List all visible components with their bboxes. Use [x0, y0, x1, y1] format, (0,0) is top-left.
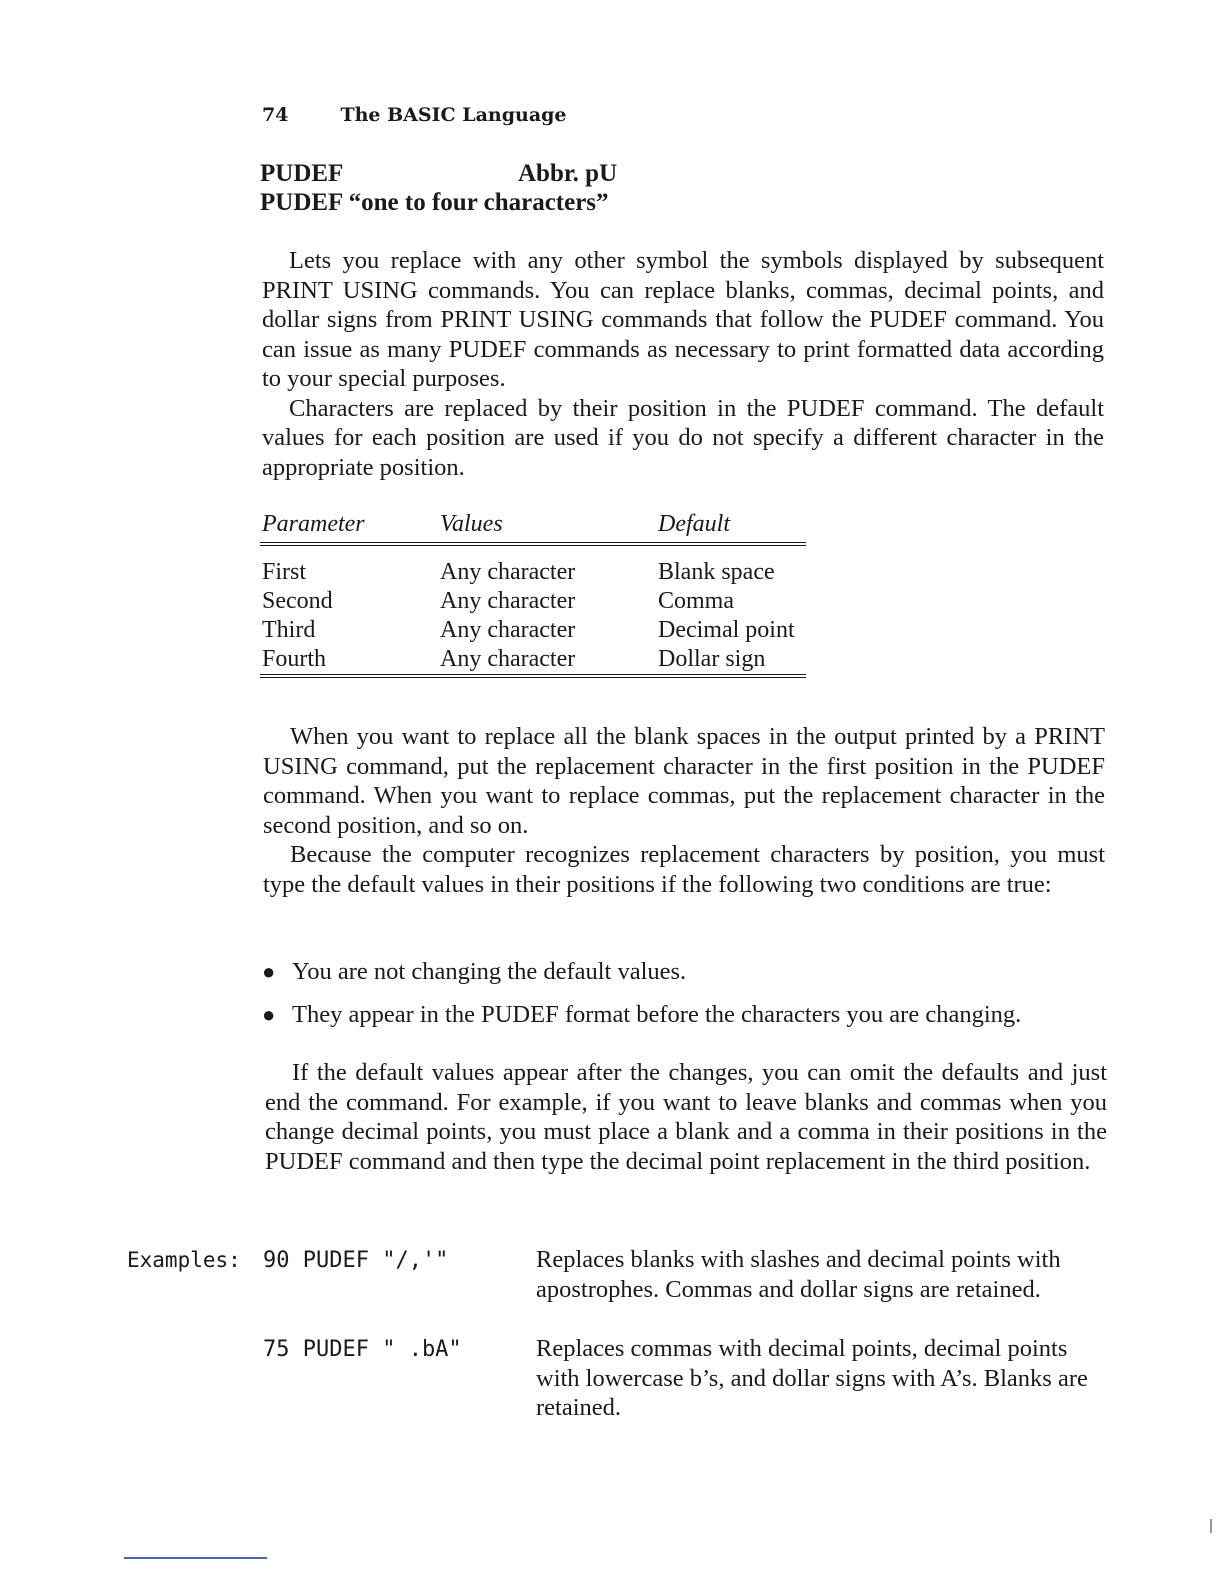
- table-cell: Blank space: [658, 559, 775, 585]
- table-cell: Any character: [440, 559, 576, 585]
- table-row: [260, 645, 806, 676]
- page-number: 74: [262, 104, 289, 126]
- intro-paragraph: Lets you replace with any other symbol the symbols displayed by subsequent PRINT USING commands. You can replace blanks, commas, decimal points, and dollar signs from PRINT USING commands that follow the PUDEF command. You can issue as many PUDEF commands as necessary to print formatted data according to your special purposes.: [262, 247, 1104, 392]
- table-cell: Third: [262, 617, 316, 643]
- column-header: Values: [438, 510, 656, 544]
- intro-paragraph: Characters are replaced by their position in the PUDEF command. The default values for each position are used if you do not specify a different character in the appropriate position.: [262, 394, 1104, 481]
- list-item: [262, 957, 1122, 986]
- page-header: [262, 104, 567, 126]
- example-code: 90 PUDEF "/,'": [263, 1248, 449, 1273]
- table-cell: Decimal point: [658, 617, 795, 643]
- scan-edge-line: [124, 1557, 267, 1559]
- example-description: Replaces commas with decimal points, decimal points with lowercase b’s, and dollar signs with A’s. Blanks are retained.: [536, 1335, 1088, 1421]
- column-header: Parameter: [260, 510, 438, 544]
- body-paragraph: Because the computer recognizes replacement characters by position, you must type the default values in their positions if the following two conditions are true:: [263, 841, 1105, 898]
- example-code: 75 PUDEF " .bA": [263, 1337, 462, 1362]
- parameter-table: [260, 510, 806, 678]
- list-item-text: They appear in the PUDEF format before the characters you are changing.: [292, 1001, 1022, 1028]
- table-cell: Fourth: [260, 645, 438, 676]
- table-row: [260, 587, 806, 616]
- table-cell: Any character: [438, 645, 656, 676]
- scan-edge-mark: [1210, 1519, 1212, 1533]
- body-text: [263, 722, 1105, 899]
- table-cell: Second: [262, 588, 333, 614]
- table-cell: First: [262, 559, 307, 585]
- table-cell: Any character: [440, 588, 576, 614]
- intro-text: [262, 246, 1104, 482]
- table-cell: Dollar sign: [656, 645, 806, 676]
- list-item: [262, 1000, 1122, 1029]
- closing-text: [265, 1058, 1107, 1176]
- table-cell: Comma: [658, 588, 734, 614]
- table-row: [260, 544, 806, 587]
- table-row: [260, 616, 806, 645]
- condition-list: [262, 957, 1122, 1043]
- table-header-row: [260, 510, 806, 544]
- command-name: PUDEF: [260, 160, 344, 187]
- examples-label: Examples:: [127, 1248, 241, 1272]
- body-paragraph: When you want to replace all the blank spaces in the output printed by a PRINT USING command, put the replacement character in the first position in the PUDEF command. When you want to replace commas, put the replacement character in the second position, and so on.: [263, 723, 1105, 839]
- table-cell: Any character: [440, 617, 576, 643]
- bullet-icon: ●: [262, 1002, 276, 1027]
- bullet-icon: ●: [262, 959, 276, 984]
- column-header: Default: [656, 510, 806, 544]
- example-description: Replaces blanks with slashes and decimal points with apostrophes. Commas and dollar signs are retained.: [536, 1246, 1061, 1303]
- command-syntax: PUDEF “one to four characters”: [260, 189, 609, 216]
- list-item-text: You are not changing the default values.: [292, 958, 687, 985]
- command-abbreviation: Abbr. pU: [518, 160, 618, 187]
- running-title: The BASIC Language: [340, 104, 567, 126]
- closing-paragraph: If the default values appear after the changes, you can omit the defaults and just end the command. For example, if you want to leave blanks and commas when you change decimal points, you must place a blank and a comma in their positions in the PUDEF command and then type the decimal point replacement in the third position.: [265, 1059, 1107, 1175]
